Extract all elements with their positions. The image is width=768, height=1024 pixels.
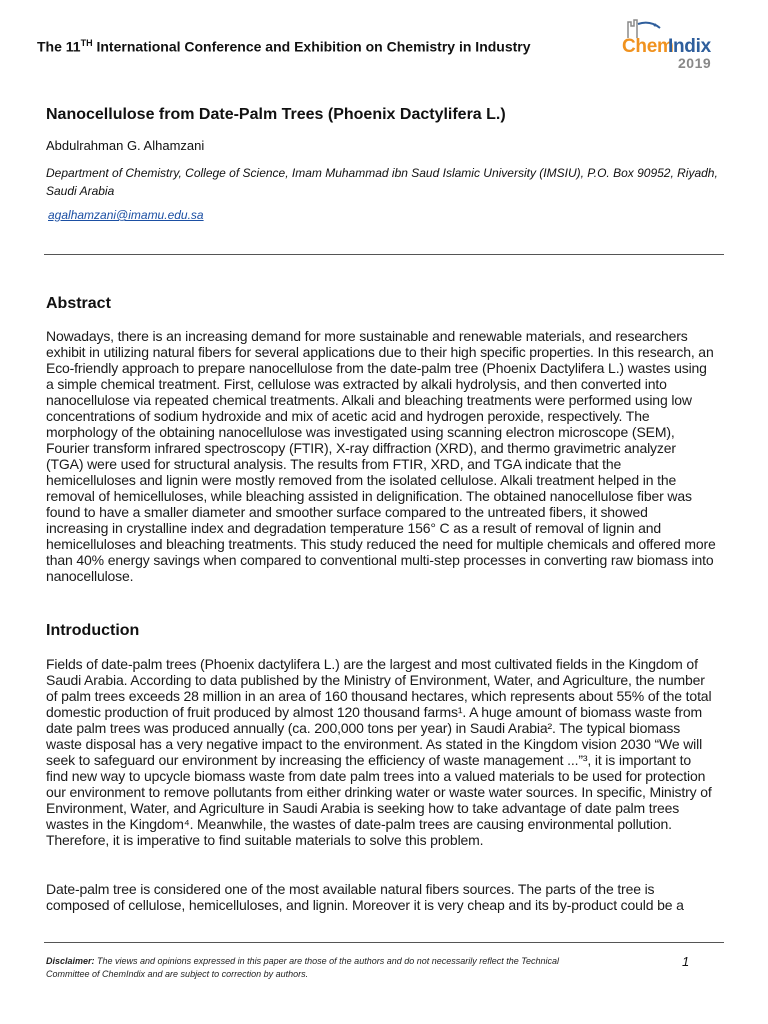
disclaimer-label: Disclaimer: [46,956,95,966]
logo-year: 2019 [678,55,712,71]
page-number: 1 [682,954,690,969]
abstract-heading: Abstract [46,295,111,312]
disclaimer [46,955,646,981]
footer-divider [44,942,724,943]
logo-chem-text: Chem [622,36,674,57]
abstract-text: Nowadays, there is an increasing demand for more sustainable and renewable materials, and researchers exhibit in utilizing natural fibers for several applications due to their high specific properties. In this research, an Eco-friendly approach to prepare nanocellulose from the date-palm tree (Phoenix Dactylifera L.) wastes using a simple chemical treatment. First, cellulose was extracted by alkali hydrolysis, and then converted into nanocellulose via repeated chemical treatments. Alkali and bleaching treatments were performed using low concentrations of sodium hydroxide and mix of acetic acid and hydrogen peroxide, respectively. The morphology of the obtaining nanocellulose was investigated using scanning electron microscope (SEM), Fourier transform infrared spectroscopy (FTIR), X-ray diffraction (XRD), and thermo gravimetric analyzer (TGA) were used for structural analysis. The results from FTIR, XRD, and TGA indicate that the hemicelluloses and lignin were mostly removed from the isolated cellulose. Alkali treatment helped in the removal of hemicelluloses, while bleaching assisted in delignification. The obtained nanocellulose fiber was found to have a smaller diameter and smoother surface compared to the untreated fibers, it showed increasing in crystalline index and degradation temperature 156° C as a result of removal of lignin and hemicelluloses and bleaching treatments. This study reduced the need for multiple chemicals and offered more than 40% energy savings when compared to conventional multi-step processes in converting raw biomass into nanocellulose. [46,328,716,584]
disclaimer-text: The views and opinions expressed in this paper are those of the authors and do not necessarily reflect the Technical Committee of ChemIndix and are subject to correction by authors. [46,956,559,979]
header-divider [44,254,724,255]
logo-indix-text: Indix [668,36,711,57]
conference-title-suffix: International Conference and Exhibition on Chemistry in Industry [92,38,531,55]
introduction-paragraph-1: Fields of date-palm trees (Phoenix dactylifera L.) are the largest and most cultivated fields in the Kingdom of Saudi Arabia. According to data published by the Ministry of Environment, Water, and Agriculture, the number of palm trees exceeds 28 million in an area of 160 thousand hectares, which represents about 55% of the total domestic production of fruit produced by almost 120 thousand farms¹. A huge amount of biomass waste from date palm trees was produced annually (ca. 200,000 tons per year) in Saudi Arabia². The typical biomass waste disposal has a very negative impact to the environment. As stated in the Kingdom vision 2030 “We will seek to safeguard our environment by increasing the efficiency of waste management ...”³, it is important to find new way to upcycle biomass waste from date palm trees into a valued materials to be used for protection our environment to remove pollutants from either drinking water or waste water sources. In specific, Ministry of Environment, Water, and Agriculture in Saudi Arabia is seeking how to take advantage of date palm trees wastes in the Kingdom⁴. Meanwhile, the wastes of date-palm trees are causing environmental pollution. Therefore, it is imperative to find suitable materials to solve this problem. [46,656,712,848]
conference-title [37,38,531,55]
conference-title-prefix: The 11 [37,38,81,55]
paper-title: Nanocellulose from Date-Palm Trees (Phoenix Dactylifera L.) [46,106,506,123]
email-link[interactable]: agalhamzani@imamu.edu.sa [48,208,204,222]
chemindix-logo [622,16,720,72]
author-name: Abdulrahman G. Alhamzani [46,138,205,153]
introduction-heading: Introduction [46,622,140,639]
conference-title-superscript: TH [80,38,93,48]
affiliation: Department of Chemistry, College of Science, Imam Muhammad ibn Saud Islamic University (IMSIU), P.O. Box 90952, Riyadh, Saudi Arabia [46,166,718,198]
introduction-paragraph-2: Date-palm tree is considered one of the most available natural fibers sources. The parts of the tree is composed of cellulose, hemicelluloses, and lignin. Moreover it is very cheap and its by-product could be a [46,881,684,913]
